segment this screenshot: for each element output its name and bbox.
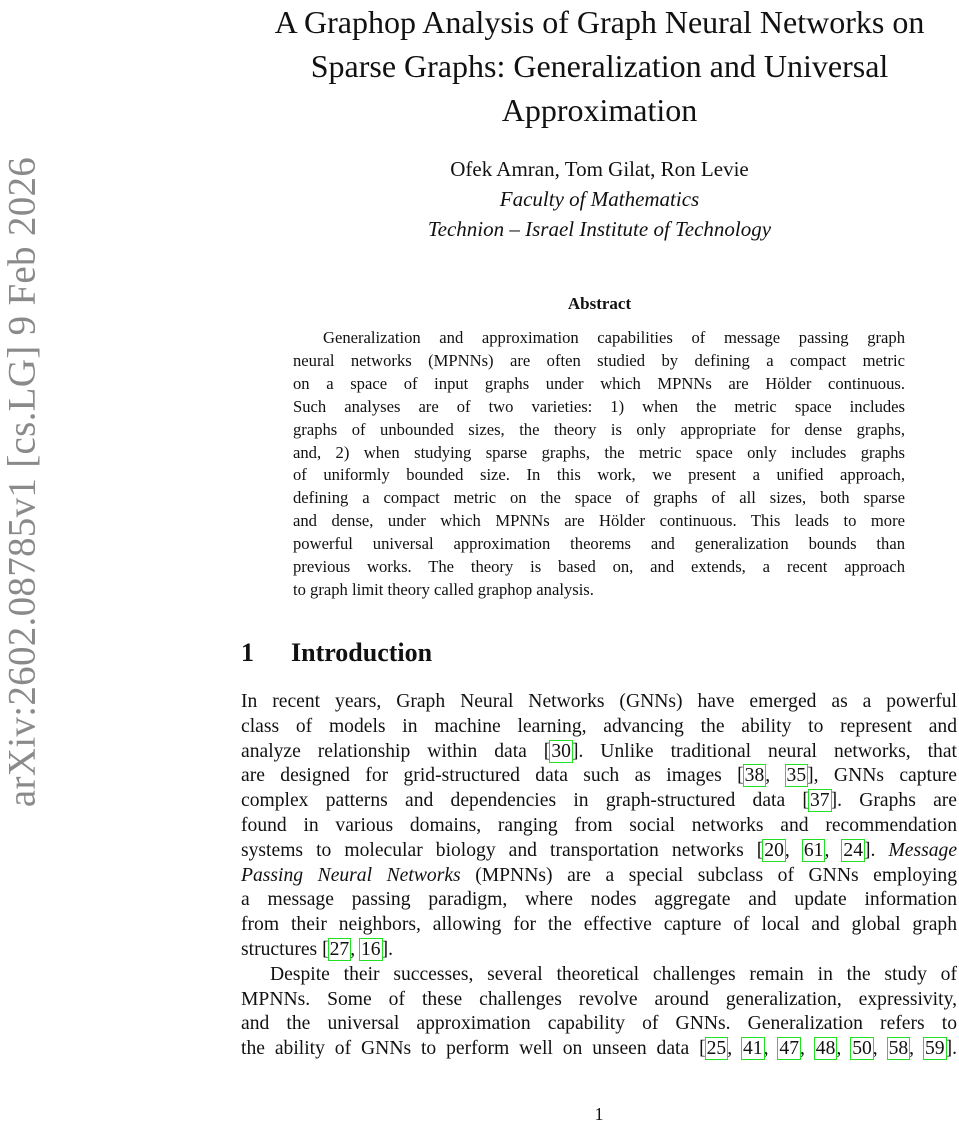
body-line — [241, 690, 957, 715]
text-run: , — [800, 1038, 815, 1060]
text-run: ]. Unlike traditional neural networks, that — [571, 740, 957, 762]
text-run: ], GNNs capture — [807, 765, 958, 787]
body-line — [241, 938, 957, 963]
citation-link[interactable]: 38 — [744, 765, 765, 787]
abstract-line: to graph limit theory called graphop analysis. — [293, 579, 594, 599]
text-run: class of models in machine learning, advancing the ability to represent and — [241, 715, 957, 737]
abstract-line: neural networks (MPNNs) are often studied by defining a compact metric — [293, 350, 905, 370]
citation-link[interactable]: 37 — [809, 790, 830, 812]
abstract-line: Generalization and approximation capabilities of message passing graph — [323, 328, 905, 347]
text-run: complex patterns and dependencies in graph-structured data [ — [241, 790, 809, 812]
body-line — [241, 1012, 957, 1037]
text-run: systems to molecular biology and transportation networks [ — [241, 839, 764, 861]
citation-link[interactable]: 24 — [843, 839, 863, 861]
paper-title — [240, 0, 959, 132]
abstract-line: of uniformly bounded size. In this work, we present a unified approach, — [293, 465, 905, 485]
text-run: ]. — [945, 1038, 957, 1060]
citation-link[interactable]: 41 — [743, 1038, 763, 1060]
text-run: and the universal approximation capability of GNNs. Generalization refers to — [241, 1013, 957, 1035]
abstract-heading: Abstract — [567, 294, 632, 313]
citation-link[interactable]: 27 — [329, 938, 350, 960]
body-line — [241, 963, 957, 988]
abstract-line: and dense, under which MPNNs are Hölder continuous. This leads to more — [293, 511, 905, 531]
body-line — [241, 814, 957, 839]
text-run: a message passing paradigm, where nodes aggregate and update information — [241, 889, 957, 911]
abstract-line: powerful universal approximation theorems and generalization bounds than — [293, 534, 905, 554]
body-line — [241, 888, 957, 913]
text-run: are designed for grid-structured data such as images [ — [241, 765, 744, 787]
title-line: Approximation — [501, 92, 698, 128]
text-run: , — [824, 839, 843, 861]
title-line: A Graphop Analysis of Graph Neural Networks on — [274, 4, 925, 40]
text-run: the ability of GNNs to perform well on unseen data [ — [241, 1038, 706, 1060]
text-run: , — [784, 839, 803, 861]
text-run: In recent years, Graph Neural Networks (GNNs) have emerged as a powerful — [241, 691, 957, 712]
citation-link[interactable]: 48 — [815, 1038, 836, 1060]
citation-link[interactable]: 61 — [803, 839, 824, 861]
section-number: 1 — [241, 638, 254, 667]
text-run: analyze relationship within data [ — [241, 740, 551, 762]
text-run: structures [ — [241, 938, 329, 960]
text-run: MPNNs. Some of these challenges revolve around generalization, expressivity, — [241, 988, 957, 1010]
arxiv-stamp: arXiv:2602.08785v1 [cs.LG] 9 Feb 2026 — [0, 156, 44, 808]
citation-link[interactable]: 20 — [764, 839, 784, 861]
text-run: ]. — [863, 839, 889, 861]
body-line — [241, 740, 957, 765]
body-line — [241, 764, 957, 789]
text-run: from their neighbors, allowing for the effective capture of local and global graph — [241, 914, 957, 936]
text-run: ]. Graphs are — [830, 790, 957, 812]
page-number: 1 — [594, 1104, 604, 1124]
emphasis-text: Passing Neural Networks — [241, 864, 461, 886]
text-run: , — [872, 1038, 888, 1060]
body-line — [241, 839, 957, 864]
citation-link[interactable]: 58 — [888, 1038, 909, 1060]
text-run: , — [765, 765, 786, 787]
citation-link[interactable]: 30 — [551, 740, 571, 762]
text-run: Despite their successes, several theoretical challenges remain in the study of — [270, 963, 957, 985]
text-run: , — [763, 1038, 779, 1060]
affiliation-line: Technion – Israel Institute of Technology — [427, 217, 772, 241]
body-line — [241, 715, 957, 740]
abstract-line: defining a compact metric on the space of graphs of all sizes, both sparse — [293, 488, 905, 508]
emphasis-text: Message — [888, 839, 958, 861]
affiliation-line: Faculty of Mathematics — [499, 187, 700, 211]
text-run: ]. — [381, 938, 394, 960]
body-text — [241, 690, 957, 1062]
body-line — [241, 988, 957, 1013]
citation-link[interactable]: 35 — [786, 765, 807, 787]
abstract-line: previous works. The theory is based on, and extends, a recent approach — [293, 557, 905, 577]
author-block — [240, 154, 959, 244]
author-names: Ofek Amran, Tom Gilat, Ron Levie — [450, 157, 749, 181]
abstract-line: graphs of unbounded sizes, the theory is only appropriate for dense graphs, — [293, 419, 905, 439]
citation-link[interactable]: 47 — [779, 1038, 799, 1060]
body-line — [241, 789, 957, 814]
abstract-line: on a space of input graphs under which MPNNs are Hölder continuous. — [293, 373, 905, 393]
citation-link[interactable]: 59 — [924, 1038, 945, 1060]
text-run: found in various domains, ranging from social networks and recommendation — [241, 814, 957, 836]
citation-link[interactable]: 50 — [852, 1038, 872, 1060]
abstract-body — [293, 327, 905, 602]
title-line: Sparse Graphs: Generalization and Universal — [310, 48, 889, 84]
abstract-line: Such analyses are of two varieties: 1) when the metric space includes — [293, 396, 905, 416]
text-run: , — [727, 1038, 743, 1060]
abstract-line: and, 2) when studying sparse graphs, the metric space only includes graphs — [293, 442, 905, 462]
citation-link[interactable]: 16 — [361, 938, 381, 960]
section-heading — [241, 638, 432, 668]
body-line — [241, 913, 957, 938]
body-line — [241, 1037, 957, 1062]
section-title: Introduction — [291, 638, 433, 667]
body-line — [241, 864, 957, 889]
text-run: , — [350, 938, 360, 960]
text-run: , — [909, 1038, 924, 1060]
text-run: (MPNNs) are a special subclass of GNNs employing — [460, 864, 957, 886]
citation-link[interactable]: 25 — [706, 1038, 727, 1060]
text-run: , — [836, 1038, 852, 1060]
